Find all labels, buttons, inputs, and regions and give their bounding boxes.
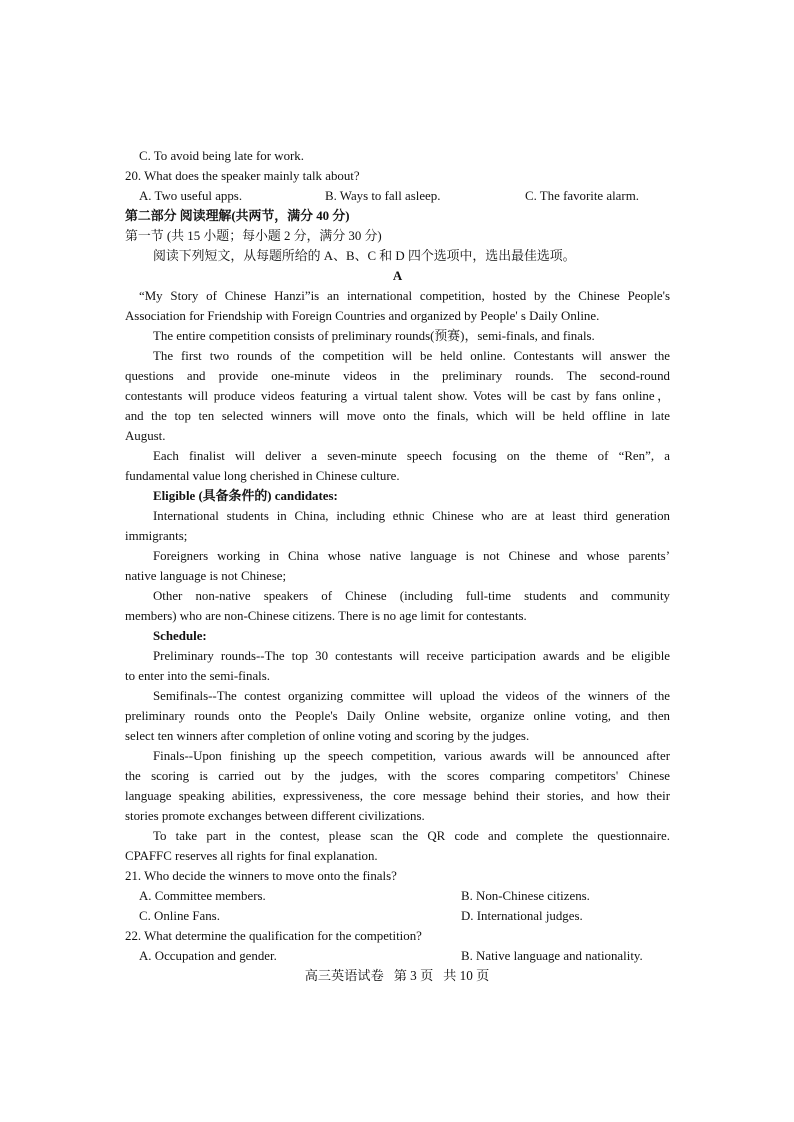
paragraph-online-rounds [125,346,670,446]
page-content [125,146,670,966]
q21-option-b: B. Non-Chinese citizens. [461,889,590,903]
schedule-semifinals [125,686,670,746]
paragraph-closing [125,826,670,866]
paragraph-line: and the top ten selected winners will move onto the finals, which will be held offline in late [125,409,670,423]
paragraph-line: To take part in the contest, please scan the QR code and complete the questionnaire. [153,829,670,843]
q21-options-row1 [125,886,670,906]
paragraph-line: contestants will produce videos featuring a virtual talent show. Votes will be cast by fans online， [125,389,670,403]
paragraph-line: Foreigners working in China whose native language is not Chinese and whose parents’ [153,549,670,563]
reading-instructions: 阅读下列短文，从每题所给的 A、B、C 和 D 四个选项中，选出最佳选项。 [153,249,576,263]
q22-option-a: A. Occupation and gender. [139,949,277,963]
paragraph-line: language speaking abilities, expressiveness, the core message behind their stories, and how their [125,789,670,803]
q21-option-a: A. Committee members. [139,889,266,903]
paragraph-rounds: The entire competition consists of preliminary rounds(预赛)，semi-finals, and finals. [153,329,595,343]
q20-option-b: B. Ways to fall asleep. [325,189,441,203]
paragraph-line: Finals--Upon finishing up the speech competition, various awards will be announced after [153,749,670,763]
page-footer: 高三英语试卷 第 3 页 共 10 页 [304,968,490,983]
passage-label: A [392,269,403,283]
part2-heading: 第二部分 阅读理解(共两节，满分 40 分) [125,209,350,223]
paragraph-line: select ten winners after completion of online voting and scoring by the judges. [125,729,530,743]
paragraph-line: Each finalist will deliver a seven-minute speech focusing on the theme of “Ren”, a [153,449,670,463]
q20-stem: 20. What does the speaker mainly talk about? [125,169,360,183]
paragraph-line: The first two rounds of the competition will be held online. Contestants will answer the [153,349,670,363]
eligible-heading: Eligible (具备条件的) candidates: [153,489,338,503]
eligible-item-foreigners [125,546,670,586]
q20-options [125,186,670,206]
q22-stem: 22. What determine the qualification for the competition? [125,929,422,943]
paragraph-intro [125,286,670,326]
schedule-preliminary [125,646,670,686]
schedule-finals [125,746,670,826]
q21-option-d: D. International judges. [461,909,583,923]
paragraph-line: members) who are non-Chinese citizens. There is no age limit for contestants. [125,609,527,623]
paragraph-line: CPAFFC reserves all rights for final explanation. [125,849,378,863]
section1-heading: 第一节 (共 15 小题；每小题 2 分，满分 30 分) [125,229,382,243]
paragraph-line: the scoring is carried out by the judges, with the scores comparing competitors' Chinese [125,769,670,783]
q22-option-b: B. Native language and nationality. [461,949,643,963]
paragraph-finalist [125,446,670,486]
q20-option-c: C. The favorite alarm. [525,189,639,203]
paragraph-line: native language is not Chinese; [125,569,287,583]
eligible-item-international-students [125,506,670,546]
paragraph-line: fundamental value long cherished in Chinese culture. [125,469,400,483]
paragraph-line: “My Story of Chinese Hanzi”is an international competition, hosted by the Chinese People's [139,289,670,303]
paragraph-line: Semifinals--The contest organizing committee will upload the videos of the winners of the [153,689,670,703]
paragraph-line: Other non-native speakers of Chinese (including full-time students and community [153,589,670,603]
paragraph-line: to enter into the semi-finals. [125,669,270,683]
paragraph-line: August. [125,429,166,443]
paragraph-line: International students in China, including ethnic Chinese who are at least third generation [153,509,670,523]
paragraph-line: immigrants; [125,529,188,543]
paragraph-line: Association for Friendship with Foreign Countries and organized by People' s Daily Online. [125,309,600,323]
q21-option-c: C. Online Fans. [139,909,220,923]
q22-options-row1 [125,946,670,966]
schedule-heading: Schedule: [153,629,207,643]
q19-option-c: C. To avoid being late for work. [139,149,304,163]
paragraph-line: questions and provide one-minute videos in the preliminary rounds. The second-round [125,369,670,383]
q21-stem: 21. Who decide the winners to move onto the finals? [125,869,397,883]
q20-option-a: A. Two useful apps. [139,189,243,203]
paragraph-line: stories promote exchanges between different civilizations. [125,809,425,823]
q21-options-row2 [125,906,670,926]
eligible-item-non-native [125,586,670,626]
paragraph-line: Preliminary rounds--The top 30 contestants will receive participation awards and be eligible [153,649,670,663]
paragraph-line: preliminary rounds onto the People's Daily Online website, organize online voting, and then [125,709,670,723]
